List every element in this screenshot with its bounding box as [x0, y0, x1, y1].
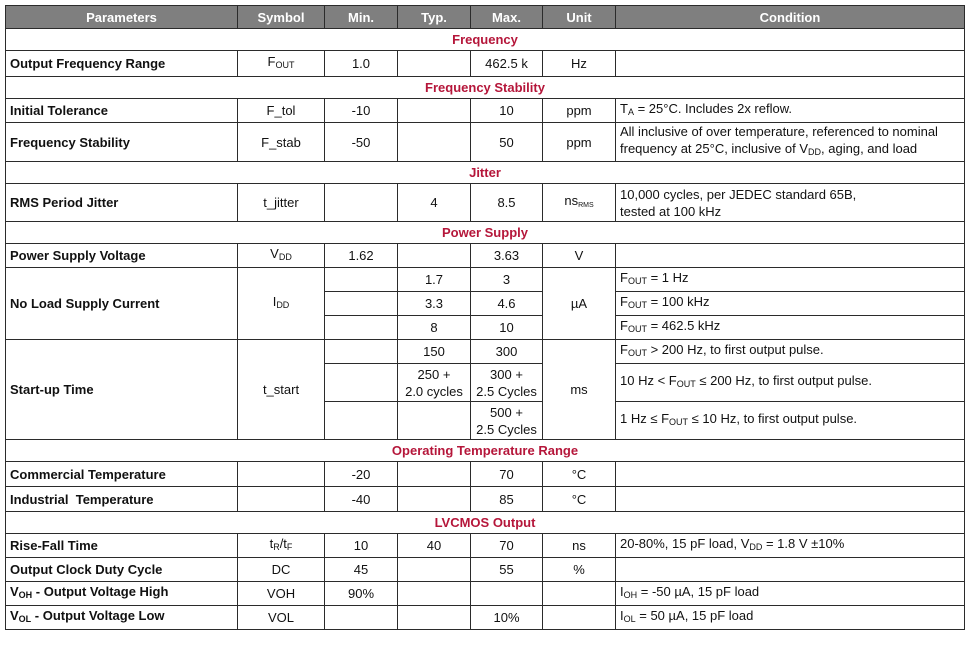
unit-cell [543, 606, 616, 630]
symbol-cell [238, 462, 325, 487]
max-cell: 10 [471, 316, 543, 340]
cond-line-2: tested at 100 kHz [620, 203, 722, 219]
unit-cell: V [543, 244, 616, 268]
cond-pre: 1 Hz ≤ [620, 411, 662, 426]
max-cell [471, 364, 543, 402]
param-cell: No Load Supply Current [6, 268, 238, 340]
symbol-sub: DD [278, 252, 292, 262]
min-cell: 90% [325, 582, 398, 606]
cond-main: I [620, 584, 624, 599]
section-power-supply: Power Supply [6, 222, 965, 244]
typ-cell: 3.3 [398, 292, 471, 316]
cond-rest: = 50 µA, 15 pF load [635, 608, 754, 623]
max-cell: 462.5 k [471, 51, 543, 77]
max-line-2: 2.5 Cycles [476, 421, 537, 437]
cond-sub: OUT [627, 324, 647, 334]
max-line-2: 2.5 Cycles [476, 383, 537, 399]
condition-cell [616, 268, 965, 292]
table-row [6, 184, 965, 222]
cond-sub: OUT [669, 417, 689, 427]
symbol-sub: DD [276, 300, 290, 310]
cond-line-1: All inclusive of over temperature, referenced to nominal [620, 124, 938, 139]
condition-cell [616, 462, 965, 487]
param-cell: Output Clock Duty Cycle [6, 558, 238, 582]
cond-rest: > 200 Hz, to first output pulse. [646, 342, 824, 357]
unit-cell: ms [543, 340, 616, 440]
section-operating-temperature-range: Operating Temperature Range [6, 440, 965, 462]
table-row [6, 558, 965, 582]
unit-cell [543, 184, 616, 222]
unit-cell: % [543, 558, 616, 582]
condition-cell [616, 51, 965, 77]
max-cell: 50 [471, 123, 543, 162]
max-cell [471, 402, 543, 440]
param-cell: Industrial Temperature [6, 487, 238, 512]
typ-line-2: 2.0 cycles [405, 383, 463, 399]
cond-rest: = 462.5 kHz [646, 318, 721, 333]
max-cell: 70 [471, 462, 543, 487]
section-row [6, 29, 965, 51]
cond-line-2-sub: DD [808, 147, 822, 157]
cond-rest: = -50 µA, 15 pF load [637, 584, 760, 599]
cond-main: F [620, 318, 628, 333]
condition-cell [616, 340, 965, 364]
param-rest: - Output Voltage High [32, 584, 169, 599]
min-cell: -50 [325, 123, 398, 162]
table-row [6, 51, 965, 77]
cond-sub: OUT [627, 348, 647, 358]
param-cell: Power Supply Voltage [6, 244, 238, 268]
max-cell: 3.63 [471, 244, 543, 268]
param-cell: Commercial Temperature [6, 462, 238, 487]
cond-rest: ≤ 200 Hz, to first output pulse. [695, 373, 872, 388]
min-cell: -40 [325, 487, 398, 512]
symbol-cell: VOL [238, 606, 325, 630]
cond-main: F [620, 294, 628, 309]
header-condition: Condition [616, 6, 965, 29]
unit-cell: µA [543, 268, 616, 340]
max-cell: 10 [471, 99, 543, 123]
param-cell: Frequency Stability [6, 123, 238, 162]
typ-cell: 1.7 [398, 268, 471, 292]
param-main: V [10, 608, 19, 623]
symbol-a-sub: R [273, 542, 280, 552]
unit-cell: ppm [543, 123, 616, 162]
typ-cell [398, 558, 471, 582]
unit-cell: ns [543, 534, 616, 558]
section-row [6, 222, 965, 244]
cond-sub: DD [749, 542, 763, 552]
header-typ: Typ. [398, 6, 471, 29]
condition-cell [616, 364, 965, 402]
typ-cell [398, 487, 471, 512]
unit-cell [543, 582, 616, 606]
max-cell: 4.6 [471, 292, 543, 316]
cond-main: T [620, 101, 628, 116]
min-cell [325, 268, 398, 292]
param-cell [6, 606, 238, 630]
table-row [6, 582, 965, 606]
min-cell [325, 364, 398, 402]
param-cell: Output Frequency Range [6, 51, 238, 77]
unit-cell: °C [543, 462, 616, 487]
condition-cell [616, 123, 965, 162]
condition-cell [616, 184, 965, 222]
unit-cell: ppm [543, 99, 616, 123]
cond-sub: OL [623, 614, 636, 624]
cond-sub: OUT [676, 379, 696, 389]
table-row [6, 534, 965, 558]
unit-cell: Hz [543, 51, 616, 77]
condition-cell [616, 558, 965, 582]
unit-sub: RMS [578, 201, 594, 209]
cond-b: = 1.8 V ±10% [762, 536, 845, 551]
min-cell: 10 [325, 534, 398, 558]
table-row [6, 487, 965, 512]
min-cell: 1.0 [325, 51, 398, 77]
typ-cell [398, 244, 471, 268]
unit-cell: °C [543, 487, 616, 512]
param-cell: Start-up Time [6, 340, 238, 440]
cond-sub: OH [623, 590, 638, 600]
section-frequency-stability: Frequency Stability [6, 77, 965, 99]
symbol-sep: /t [279, 536, 287, 551]
condition-cell [616, 99, 965, 123]
cond-sub: OUT [627, 276, 647, 286]
typ-cell: 4 [398, 184, 471, 222]
header-parameters: Parameters [6, 6, 238, 29]
condition-cell [616, 606, 965, 630]
max-cell: 70 [471, 534, 543, 558]
table-row [6, 462, 965, 487]
cond-line-2 [620, 140, 960, 161]
typ-cell [398, 606, 471, 630]
min-cell: 45 [325, 558, 398, 582]
condition-cell [616, 582, 965, 606]
param-cell: Initial Tolerance [6, 99, 238, 123]
condition-cell [616, 402, 965, 440]
typ-cell: 40 [398, 534, 471, 558]
cond-main: F [620, 270, 628, 285]
symbol-cell: t_start [238, 340, 325, 440]
typ-cell: 8 [398, 316, 471, 340]
symbol-cell: VOH [238, 582, 325, 606]
condition-cell [616, 292, 965, 316]
cond-rest: = 25°C. Includes 2x reflow. [633, 101, 792, 116]
symbol-b-sub: F [286, 542, 293, 552]
section-frequency: Frequency [6, 29, 965, 51]
min-cell [325, 292, 398, 316]
table-row [6, 606, 965, 630]
max-line-1: 300 + [490, 366, 523, 382]
min-cell: 1.62 [325, 244, 398, 268]
cond-main: F [668, 373, 677, 388]
cond-main: I [620, 608, 624, 623]
symbol-cell [238, 534, 325, 558]
symbol-cell [238, 487, 325, 512]
max-cell [471, 582, 543, 606]
cond-sub: OUT [627, 300, 647, 310]
symbol-cell: F_tol [238, 99, 325, 123]
section-row [6, 440, 965, 462]
cond-rest: = 100 kHz [646, 294, 710, 309]
header-max: Max. [471, 6, 543, 29]
condition-cell [616, 487, 965, 512]
electrical-characteristics-table [5, 5, 965, 630]
cond-pre: 10 Hz < [620, 373, 669, 388]
param-sub: OL [18, 614, 32, 624]
symbol-sub: OUT [275, 60, 295, 70]
min-cell [325, 316, 398, 340]
symbol-main: V [270, 246, 279, 261]
unit-main: ns [564, 192, 579, 208]
max-cell: 3 [471, 268, 543, 292]
min-cell [325, 402, 398, 440]
min-cell: -10 [325, 99, 398, 123]
table-row [6, 340, 965, 364]
section-row [6, 512, 965, 534]
section-row [6, 162, 965, 184]
section-row [6, 77, 965, 99]
header-min: Min. [325, 6, 398, 29]
param-cell [6, 582, 238, 606]
max-line-1: 500 + [490, 404, 523, 420]
min-cell [325, 184, 398, 222]
typ-cell [398, 402, 471, 440]
table-row [6, 123, 965, 162]
table-header-row [6, 6, 965, 29]
condition-cell [616, 316, 965, 340]
max-cell: 10% [471, 606, 543, 630]
cond-rest: ≤ 10 Hz, to first output pulse. [688, 411, 858, 426]
table-row [6, 99, 965, 123]
param-main: V [10, 584, 19, 599]
min-cell: -20 [325, 462, 398, 487]
min-cell [325, 340, 398, 364]
typ-cell [398, 123, 471, 162]
param-sub: OH [18, 590, 33, 600]
typ-cell [398, 462, 471, 487]
cond-a: 20-80%, 15 pF load, V [620, 536, 750, 551]
min-cell [325, 606, 398, 630]
typ-cell [398, 51, 471, 77]
typ-cell: 150 [398, 340, 471, 364]
symbol-cell [238, 268, 325, 340]
cond-line-2a: frequency at 25°C, inclusive of V [620, 141, 809, 156]
symbol-cell [238, 51, 325, 77]
symbol-cell: t_jitter [238, 184, 325, 222]
symbol-a: t [269, 536, 274, 551]
max-cell: 300 [471, 340, 543, 364]
table-row [6, 268, 965, 292]
symbol-cell [238, 244, 325, 268]
cond-line-2b: , aging, and load [821, 141, 918, 156]
symbol-cell: F_stab [238, 123, 325, 162]
condition-cell [616, 534, 965, 558]
cond-sub: A [627, 107, 634, 117]
table-row [6, 244, 965, 268]
typ-cell [398, 582, 471, 606]
max-cell: 8.5 [471, 184, 543, 222]
max-cell: 85 [471, 487, 543, 512]
param-cell: RMS Period Jitter [6, 184, 238, 222]
symbol-main: F [267, 54, 276, 69]
cond-line-1: 10,000 cycles, per JEDEC standard 65B, [620, 186, 857, 202]
typ-line-1: 250 + [417, 366, 451, 382]
cond-rest: = 1 Hz [646, 270, 689, 285]
cond-main: F [620, 342, 628, 357]
typ-cell [398, 364, 471, 402]
header-unit: Unit [543, 6, 616, 29]
section-lvcmos-output: LVCMOS Output [6, 512, 965, 534]
symbol-main: I [272, 294, 277, 309]
condition-cell [616, 244, 965, 268]
section-jitter: Jitter [6, 162, 965, 184]
cond-main: F [661, 411, 670, 426]
symbol-cell: DC [238, 558, 325, 582]
max-cell: 55 [471, 558, 543, 582]
param-cell: Rise-Fall Time [6, 534, 238, 558]
typ-cell [398, 99, 471, 123]
spec-table-container [5, 5, 965, 630]
param-rest: - Output Voltage Low [31, 608, 165, 623]
header-symbol: Symbol [238, 6, 325, 29]
